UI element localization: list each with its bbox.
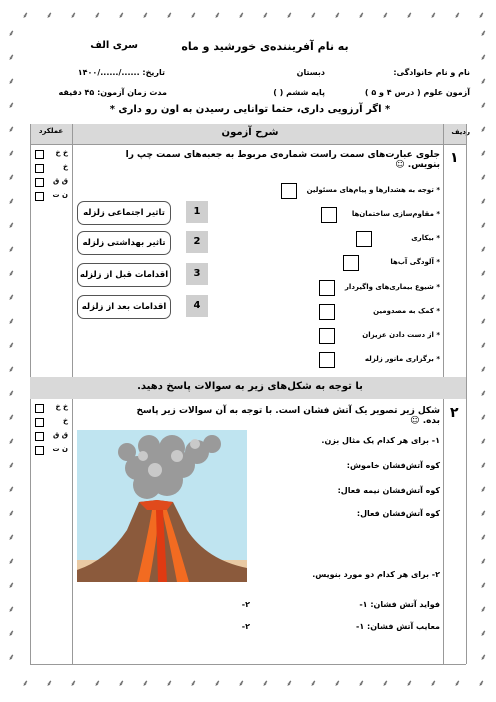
border-ornament: ⸙ (382, 11, 389, 21)
grade-checkbox[interactable] (35, 446, 44, 455)
border-ornament: ⸙ (8, 365, 15, 375)
border-ornament: ⸙ (480, 245, 487, 255)
grade-checkbox[interactable] (35, 192, 44, 201)
border-ornament: ⸙ (480, 509, 487, 519)
border-ornament: ⸙ (480, 389, 487, 399)
border-ornament: ⸙ (214, 11, 221, 21)
statement-item: * برگزاری مانور زلزله (364, 355, 440, 363)
border-ornament: ⸙ (406, 679, 413, 689)
description-header: شرح آزمون (221, 127, 279, 138)
motto: * اگر آرزویی داری، حتما توانایی رسیدن به اون رو داری * (109, 104, 391, 115)
border-ornament: ⸙ (480, 221, 487, 231)
border-ornament: ⸙ (8, 197, 15, 207)
border-ornament: ⸙ (480, 269, 487, 279)
border-ornament: ⸙ (8, 269, 15, 279)
border-ornament: ⸙ (480, 557, 487, 567)
grade-label: ق ق (53, 177, 68, 185)
student-name-label: نام و نام خانوادگی: (393, 68, 470, 77)
answer-box[interactable] (343, 255, 359, 271)
border-ornament: ⸙ (310, 11, 317, 21)
border-ornament: ⸙ (480, 413, 487, 423)
border-ornament: ⸙ (478, 679, 485, 689)
border-ornament: ⸙ (166, 11, 173, 21)
statement-item: * کمک به مصدومین (373, 307, 440, 315)
statement-item: * مقاوم‌سازی ساختمان‌ها (351, 210, 440, 218)
grade-label: خ خ (55, 149, 68, 157)
question-prompt: جلوی عبارت‌های سمت راست شماره‌ی مربوط به جعبه‌های سمت چپ را بنویس. ☺ (125, 150, 440, 170)
category-box: اقدامات بعد از زلزله (77, 295, 171, 319)
statement-item: * توجه به هشدارها و پیام‌های مسئولین (306, 186, 440, 194)
sub-question-1: ۱- برای هر کدام یک مثال بزن. (321, 436, 440, 445)
border-ornament: ⸙ (118, 679, 125, 689)
border-ornament: ⸙ (334, 11, 341, 21)
border-ornament: ⸙ (22, 11, 29, 21)
school-label: دبستان (296, 68, 325, 77)
border-ornament: ⸙ (480, 29, 487, 39)
border-ornament: ⸙ (480, 317, 487, 327)
border-ornament: ⸙ (70, 11, 77, 21)
border-ornament: ⸙ (480, 53, 487, 63)
exam-label: آزمون علوم ( درس ۴ و ۵ ) (364, 88, 470, 97)
border-ornament: ⸙ (118, 11, 125, 21)
answer-box[interactable] (319, 304, 335, 320)
grade-label: خ (62, 163, 68, 171)
statement-item: * از دست دادن عزیزان (362, 331, 440, 339)
border-ornament: ⸙ (8, 557, 15, 567)
border-ornament: ⸙ (8, 221, 15, 231)
border-ornament: ⸙ (480, 653, 487, 663)
border-ornament: ⸙ (480, 125, 487, 135)
border-ornament: ⸙ (310, 679, 317, 689)
border-ornament: ⸙ (94, 679, 101, 689)
border-ornament: ⸙ (454, 11, 461, 21)
volcano-illustration (77, 430, 247, 582)
border-ornament: ⸙ (94, 11, 101, 21)
semi-active-volcano-label: کوه آتش‌فشان نیمه فعال: (337, 486, 440, 495)
border-ornament: ⸙ (8, 173, 15, 183)
border-ornament: ⸙ (238, 679, 245, 689)
border-ornament: ⸙ (8, 77, 15, 87)
question-number: ۲ (450, 405, 459, 421)
answer-box[interactable] (356, 231, 372, 247)
border-ornament: ⸙ (480, 77, 487, 87)
border-ornament: ⸙ (480, 101, 487, 111)
border-ornament: ⸙ (8, 53, 15, 63)
border-ornament: ⸙ (262, 11, 269, 21)
border-ornament: ⸙ (8, 101, 15, 111)
page-title: به نام آفریننده‌ی خورشید و ماه (181, 40, 349, 53)
border-ornament: ⸙ (480, 341, 487, 351)
answer-box[interactable] (319, 280, 335, 296)
row-header: ردیف (451, 128, 470, 136)
border-ornament: ⸙ (8, 461, 15, 471)
benefits-label: فواید آتش فشان: ۱- (359, 600, 440, 609)
border-ornament: ⸙ (142, 679, 149, 689)
border-ornament: ⸙ (238, 11, 245, 21)
performance-header: عملکرد (38, 127, 64, 135)
grade-checkbox[interactable] (35, 432, 44, 441)
border-ornament: ⸙ (70, 679, 77, 689)
series-label: سری الف (90, 40, 138, 51)
border-ornament: ⸙ (382, 679, 389, 689)
border-ornament: ⸙ (8, 509, 15, 519)
category-number: 3 (186, 263, 208, 285)
benefits-item-2: ۲- (241, 600, 250, 609)
active-volcano-label: کوه آتش‌فشان فعال: (356, 509, 440, 518)
border-ornament: ⸙ (430, 679, 437, 689)
duration-label: مدت زمان آزمون: ۴۵ دقیقه (58, 88, 167, 97)
border-ornament: ⸙ (8, 125, 15, 135)
border-ornament: ⸙ (480, 293, 487, 303)
border-ornament: ⸙ (8, 341, 15, 351)
statement-item: * شیوع بیماری‌های واگیردار (344, 283, 440, 291)
border-ornament: ⸙ (8, 317, 15, 327)
grade-checkbox[interactable] (35, 150, 44, 159)
category-number: 2 (186, 231, 208, 253)
border-ornament: ⸙ (480, 581, 487, 591)
category-number: 4 (186, 295, 208, 317)
border-ornament: ⸙ (286, 679, 293, 689)
grade-label: ق ق (53, 431, 68, 439)
grade-checkbox[interactable] (35, 418, 44, 427)
border-ornament: ⸙ (8, 149, 15, 159)
border-ornament: ⸙ (8, 413, 15, 423)
drawbacks-label: معایب آتش فشان: ۱- (356, 622, 440, 631)
border-ornament: ⸙ (480, 149, 487, 159)
border-ornament: ⸙ (166, 679, 173, 689)
border-ornament: ⸙ (46, 679, 53, 689)
border-ornament: ⸙ (480, 173, 487, 183)
border-ornament: ⸙ (22, 679, 29, 689)
grade-label: پایه ششم ( ) (273, 88, 325, 97)
border-ornament: ⸙ (8, 29, 15, 39)
grade-checkbox[interactable] (35, 164, 44, 173)
border-ornament: ⸙ (454, 679, 461, 689)
statement-item: * بیکاری (411, 234, 440, 242)
border-ornament: ⸙ (8, 293, 15, 303)
border-ornament: ⸙ (334, 679, 341, 689)
header-divider (30, 144, 466, 145)
category-box: تاثیر اجتماعی زلزله (77, 201, 171, 225)
border-ornament: ⸙ (8, 485, 15, 495)
border-ornament: ⸙ (480, 437, 487, 447)
border-ornament: ⸙ (480, 461, 487, 471)
border-ornament: ⸙ (286, 11, 293, 21)
border-ornament: ⸙ (480, 605, 487, 615)
section-instruction: با توجه به شکل‌های زیر به سوالات پاسخ دهید. (137, 381, 363, 392)
border-ornament: ⸙ (8, 245, 15, 255)
date-label: تاریخ: ....../....../۱۴۰۰ (77, 68, 165, 77)
grade-checkbox[interactable] (35, 178, 44, 187)
statement-item: * آلودگی آب‌ها (390, 258, 440, 266)
border-ornament: ⸙ (480, 629, 487, 639)
border-ornament: ⸙ (262, 679, 269, 689)
border-ornament: ⸙ (480, 365, 487, 375)
grade-checkbox[interactable] (35, 404, 44, 413)
border-ornament: ⸙ (214, 679, 221, 689)
drawbacks-item-2: ۲- (241, 622, 250, 631)
border-ornament: ⸙ (406, 11, 413, 21)
category-box: اقدامات قبل از زلزله (77, 263, 171, 287)
border-ornament: ⸙ (8, 437, 15, 447)
question-prompt: شکل زیر تصویر یک آتش فشان است. با توجه به آن سوالات زیر پاسخ بده. ☺ (136, 406, 440, 426)
answer-box[interactable] (319, 352, 335, 368)
grade-label: خ خ (55, 403, 68, 411)
grade-label: ن ت (52, 191, 68, 199)
category-number: 1 (186, 201, 208, 223)
border-ornament: ⸙ (478, 11, 485, 21)
sub-question-2: ۲- برای هر کدام دو مورد بنویس. (312, 570, 440, 579)
category-box: تاثیر بهداشتی زلزله (77, 231, 171, 255)
border-ornament: ⸙ (430, 11, 437, 21)
border-ornament: ⸙ (358, 11, 365, 21)
table-right-edge (466, 124, 467, 664)
border-ornament: ⸙ (8, 533, 15, 543)
answer-box[interactable] (281, 183, 297, 199)
border-ornament: ⸙ (190, 11, 197, 21)
grade-label: خ (62, 417, 68, 425)
border-ornament: ⸙ (8, 605, 15, 615)
border-ornament: ⸙ (480, 197, 487, 207)
border-ornament: ⸙ (8, 629, 15, 639)
border-ornament: ⸙ (8, 581, 15, 591)
answer-box[interactable] (319, 328, 335, 344)
border-ornament: ⸙ (8, 389, 15, 399)
dormant-volcano-label: کوه آتش‌فشان خاموش: (346, 461, 440, 470)
table-bottom-edge (30, 664, 466, 665)
border-ornament: ⸙ (142, 11, 149, 21)
border-ornament: ⸙ (46, 11, 53, 21)
grade-label: ن ت (52, 445, 68, 453)
border-ornament: ⸙ (358, 679, 365, 689)
border-ornament: ⸙ (190, 679, 197, 689)
border-ornament: ⸙ (480, 533, 487, 543)
border-ornament: ⸙ (8, 653, 15, 663)
question-number: ۱ (450, 150, 459, 166)
answer-box[interactable] (321, 207, 337, 223)
border-ornament: ⸙ (480, 485, 487, 495)
